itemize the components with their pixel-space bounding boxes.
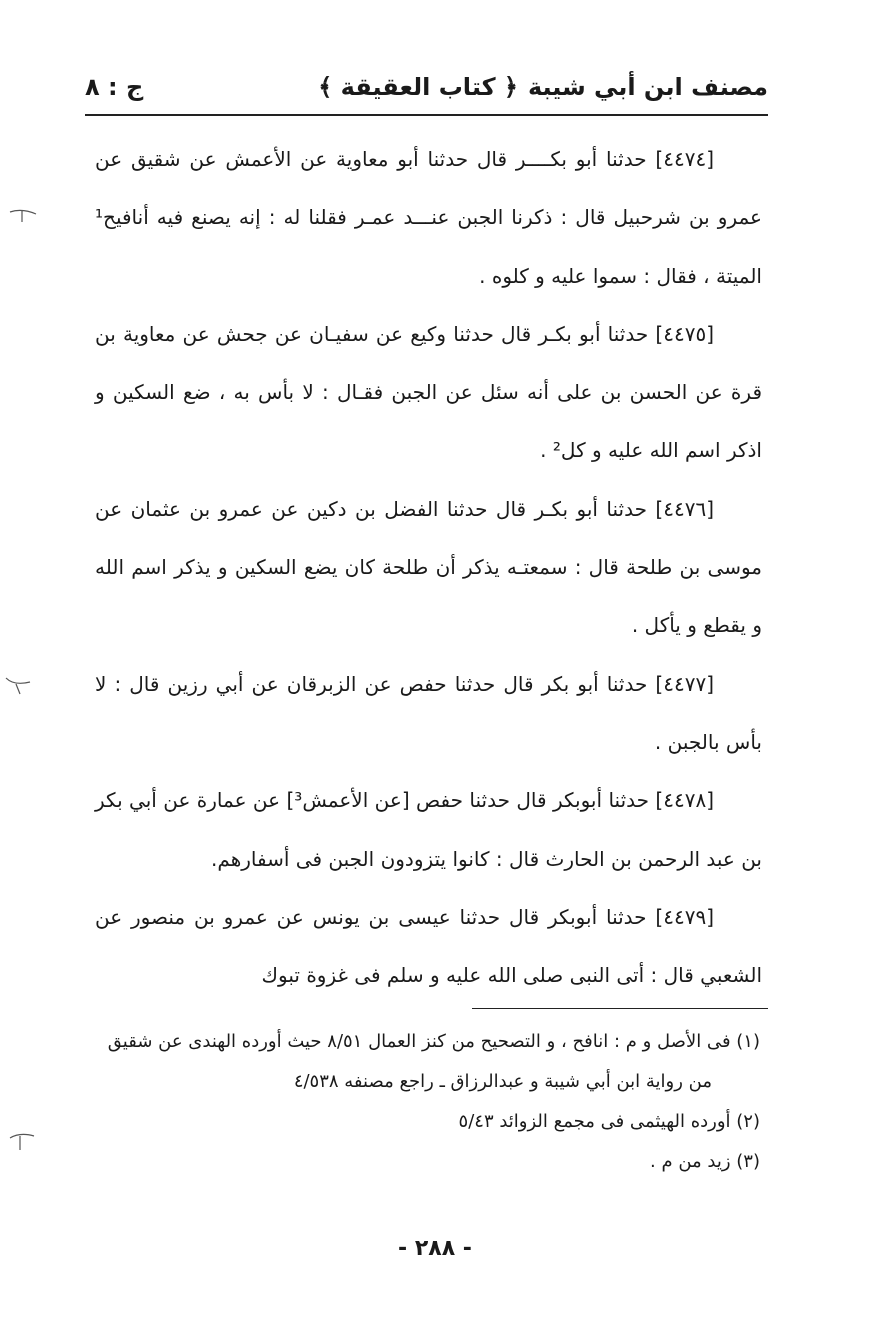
book-title: مصنف ابن أبي شيبة [527,73,768,101]
margin-mark-icon [4,672,34,696]
footnote-3: (٣) زيد من م . [650,1151,760,1172]
header-divider [85,114,768,116]
margin-mark-icon [8,200,38,224]
hadith-paragraph-4479: [٤٤٧٩] حدثنا أبوبكر قال حدثنا عيسى بن يونس عن عمرو بن منصور عن الشعبي قال : أتى النبى صلى الله عليه و سلم فى غزوة تبوك [95,904,762,988]
chapter-title: ﴿ كتاب العقيقة ﴾ [318,73,518,101]
hadith-paragraph-4474: [٤٤٧٤] حدثنا أبو بكــــر قال حدثنا أبو معاوية عن الأعمش عن شقيق عن عمرو بن شرحبيل قال : ذكرنا الجبن عنـــد عمـر فقلنا له : إنه يصنع فيه أنافيح¹ الميتة ، فقال : سموا عليه و كلوه . [95,147,762,288]
hadith-paragraph-4475: [٤٤٧٥] حدثنا أبو بكـر قال حدثنا وكيع عن سفيـان عن جحش عن معاوية بن قرة عن الحسن بن على أنه سئل عن الجبن فقـال : لا بأس به ، ضع السكين و اذكر اسم الله عليه و كل² . [95,321,762,463]
footnote-2: (٢) أورده الهيثمى فى مجمع الزوائد ٥/٤٣ [458,1111,760,1132]
margin-mark-icon [6,1128,36,1152]
hadith-paragraph-4476: [٤٤٧٦] حدثنا أبو بكـر قال حدثنا الفضل بن دكين عن عمرو بن عثمان عن موسى بن طلحة قال : سمعتـه يذكر أن طلحة كان يضع السكين و يذكر اسم الله و يقطع و يأكل . [95,496,762,638]
hadith-paragraph-4477: [٤٤٧٧] حدثنا أبو بكر قال حدثنا حفص عن الزبرقان عن أبي رزين قال : لا بأس بالجبن . [95,671,762,754]
footnote-1: (١) فى الأصل و م : انافح ، و التصحيح من كنز العمال ٨/٥١ حيث أورده الهندى عن شقيق من رواية ابن أبي شيبة و عبدالرزاق ـ راجع مصنفه ٤/٥٣٨ [107,1031,760,1092]
main-text [95,130,762,1004]
page-header [85,62,768,112]
page-number: - ٢٨٨ - [398,1236,472,1261]
footnote-divider [472,1008,768,1009]
volume-number: ج : ٨ [85,73,144,101]
footnotes [92,1022,760,1182]
hadith-paragraph-4478: [٤٤٧٨] حدثنا أبوبكر قال حدثنا حفص [عن الأعمش³] عن عمارة عن أبي بكر بن عبد الرحمن بن الحارث قال : كانوا يتزودون الجبن فى أسفارهم. [95,788,762,871]
